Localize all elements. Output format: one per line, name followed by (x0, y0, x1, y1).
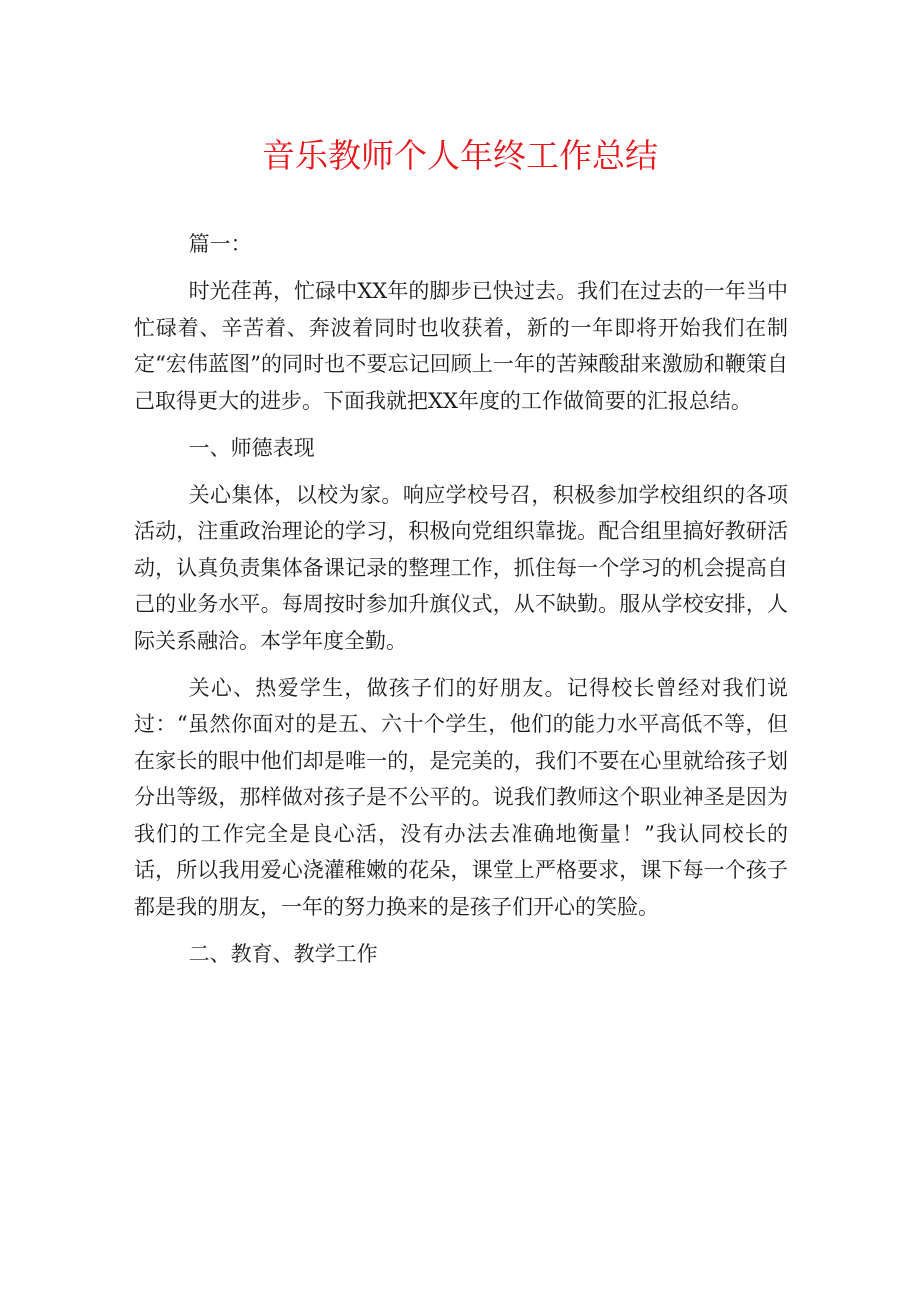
ethics-paragraph-2: 关心、热爱学生，做孩子们的好朋友。记得校长曾经对我们说过：“虽然你面对的是五、六十个学生，他们的能力水平高低不等，但在家长的眼中他们却是唯一的，是完美的，我们不要在心里就给孩子划分出等级，那样做对孩子是不公平的。说我们教师这个职业神圣是因为我们的工作完全是良心活，没有办法去准确地衡量！”我认同校长的话，所以我用爱心浇灌稚嫩的花朵，课堂上严格要求，课下每一个孩子都是我的朋友，一年的努力换来的是孩子们开心的笑脸。 (134, 675, 788, 919)
section-heading-teaching: 二、教育、教学工作 (188, 941, 378, 966)
document-body (134, 226, 788, 983)
document-title: 音乐教师个人年终工作总结 (262, 136, 658, 175)
section-label: 篇一： (188, 232, 252, 256)
intro-paragraph: 时光荏苒，忙碌中XX年的脚步已快过去。我们在过去的一年当中忙碌着、辛苦着、奔波着同时也收获着，新的一年即将开始我们在制定“宏伟蓝图”的同时也不要忘记回顾上一年的苦辣酸甜来激励和鞭策自己取得更大的进步。下面我就把XX年度的工作做简要的汇报总结。 (134, 279, 788, 413)
ethics-paragraph-1: 关心集体，以校为家。响应学校号召，积极参加学校组织的各项活动，注重政治理论的学习，积极向党组织靠拢。配合组里搞好教研活动，认真负责集体备课记录的整理工作，抓住每一个学习的机会提高自己的业务水平。每周按时参加升旗仪式，从不缺勤。服从学校安排，人际关系融洽。本学年度全勤。 (134, 482, 788, 653)
section-heading-ethics: 一、师德表现 (188, 435, 315, 460)
